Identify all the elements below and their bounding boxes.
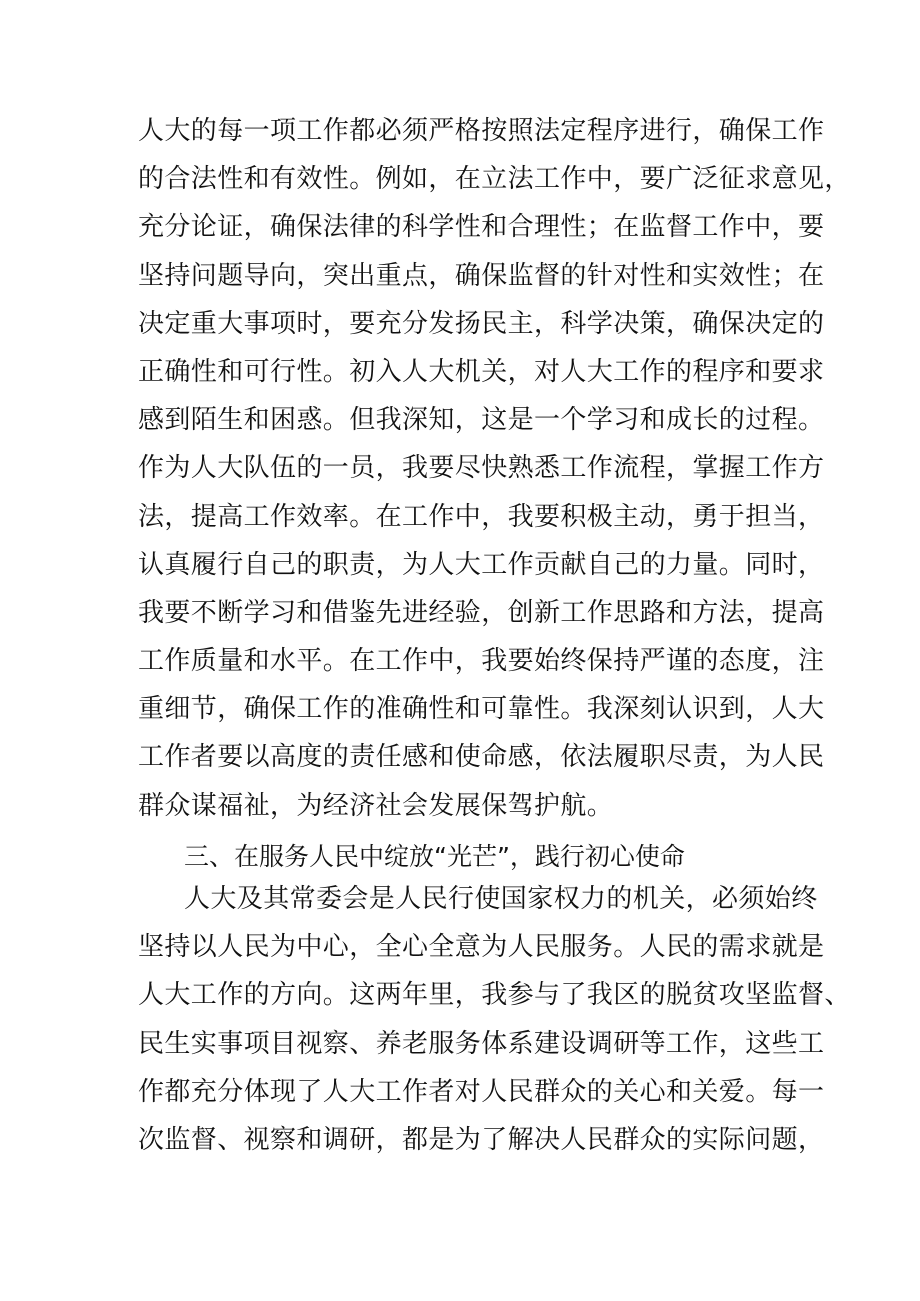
paragraph-line: 我要不断学习和借鉴先进经验，创新工作思路和方法，提高 — [138, 597, 825, 628]
paragraph-line: 正确性和可行性。初入人大机关，对人大工作的程序和要求 — [138, 356, 825, 387]
paragraph-line: 感到陌生和困惑。但我深知，这是一个学习和成长的过程。 — [138, 405, 825, 436]
paragraph-line: 法，提高工作效率。在工作中，我要积极主动，勇于担当， — [138, 501, 825, 532]
paragraph-line: 工作者要以高度的责任感和使命感，依法履职尽责，为人民 — [138, 742, 825, 773]
paragraph-line: 人大工作的方向。这两年里，我参与了我区的脱贫攻坚监督、 — [138, 980, 851, 1011]
paragraph-line: 重细节，确保工作的准确性和可靠性。我深刻认识到，人大 — [138, 694, 825, 725]
paragraph-line: 工作质量和水平。在工作中，我要始终保持严谨的态度，注 — [138, 646, 825, 677]
paragraph-1 — [138, 107, 851, 830]
paragraph-line: 人大的每一项工作都必须严格按照法定程序进行，确保工作 — [138, 116, 825, 146]
paragraph-line: 坚持以人民为中心，全心全意为人民服务。人民的需求就是 — [138, 932, 825, 963]
paragraph-line: 决定重大事项时，要充分发扬民主，科学决策，确保决定的 — [138, 308, 825, 339]
paragraph-line: 认真履行自己的职责，为人大工作贡献自己的力量。同时， — [138, 549, 825, 580]
paragraph-line: 人大及其常委会是人民行使国家权力的机关，必须始终 — [184, 884, 818, 914]
section-heading: 三、在服务人民中绽放“光芒”，践行初心使命 — [184, 842, 685, 871]
paragraph-line: 的合法性和有效性。例如，在立法工作中，要广泛征求意见， — [138, 164, 851, 195]
paragraph-2 — [138, 875, 851, 1164]
paragraph-line: 民生实事项目视察、养老服务体系建设调研等工作，这些工 — [138, 1028, 825, 1059]
paragraph-line: 坚持问题导向，突出重点，确保监督的针对性和实效性；在 — [138, 260, 825, 291]
paragraph-line: 群众谋福祉，为经济社会发展保驾护航。 — [138, 790, 614, 821]
paragraph-line: 作都充分体现了人大工作者对人民群众的关心和关爱。每一 — [138, 1076, 825, 1107]
paragraph-line: 充分论证，确保法律的科学性和合理性；在监督工作中，要 — [138, 212, 825, 243]
paragraph-line: 作为人大队伍的一员，我要尽快熟悉工作流程，掌握工作方 — [138, 453, 825, 484]
paragraph-line: 次监督、视察和调研，都是为了解决人民群众的实际问题， — [138, 1124, 825, 1155]
